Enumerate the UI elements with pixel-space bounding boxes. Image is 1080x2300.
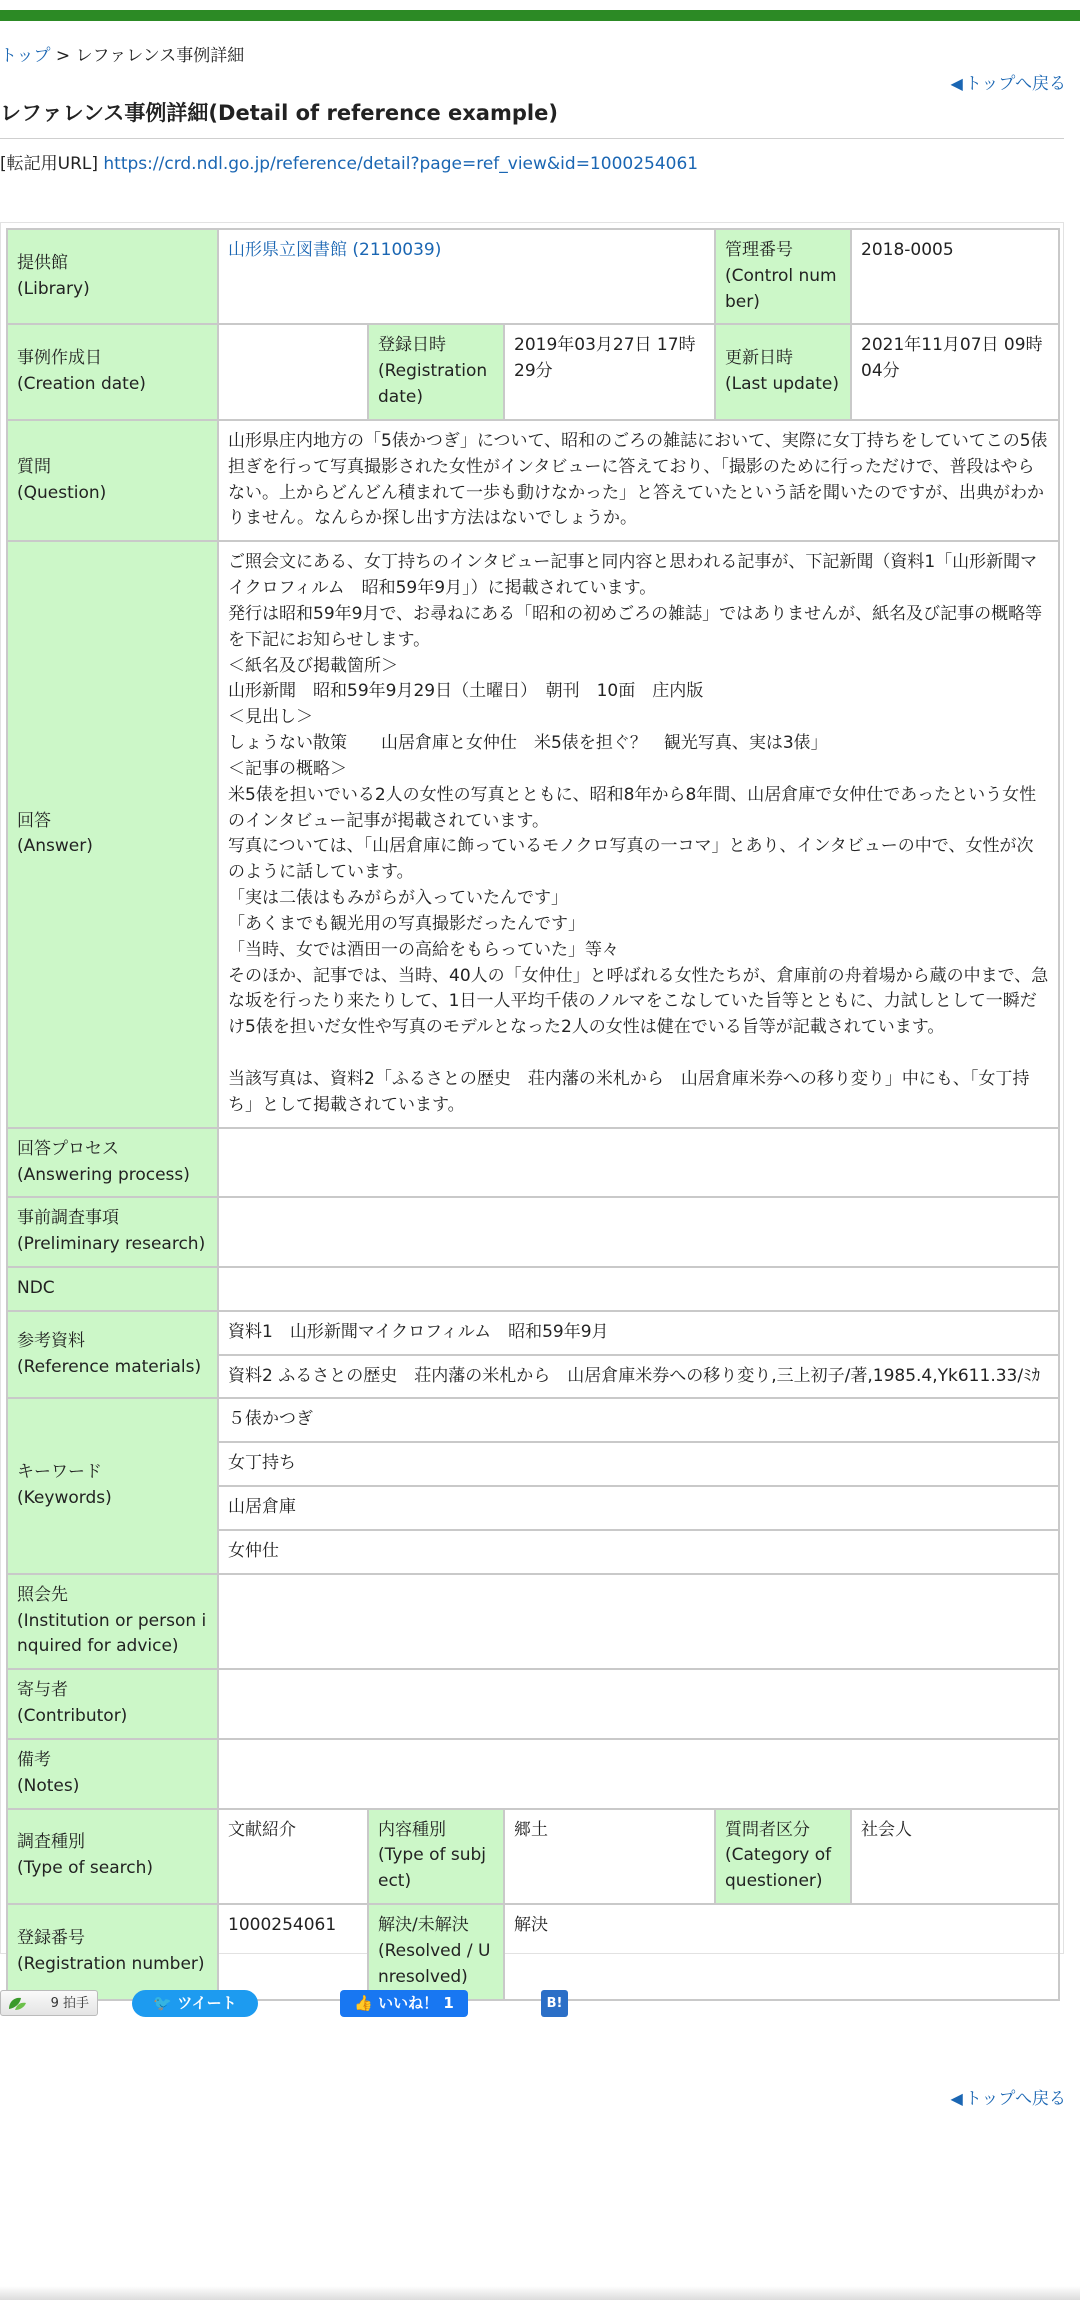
twitter-bird-icon: 🐦 bbox=[153, 1994, 173, 2012]
answer-line: ＜見出し＞ bbox=[228, 707, 313, 728]
value-answering-process bbox=[218, 1128, 1059, 1198]
reference-material-item: 資料1 山形新聞マイクロフィルム 昭和59年9月 bbox=[218, 1311, 1059, 1355]
value-registration-number: 1000254061 bbox=[218, 1904, 368, 1999]
label-category-of-questioner bbox=[715, 1809, 851, 1904]
like-label: いいね！ bbox=[378, 1994, 439, 2012]
label-ndc: NDC bbox=[7, 1267, 218, 1311]
value-registration-date: 2019年03月27日 17時29分 bbox=[504, 324, 715, 419]
triangle-left-icon: ◀ bbox=[950, 2089, 963, 2108]
label-resolved bbox=[368, 1904, 504, 1999]
label-contributor bbox=[7, 1669, 218, 1739]
value-notes bbox=[218, 1739, 1059, 1809]
tweet-label: ツイート bbox=[177, 1994, 237, 2012]
label-answering-process-text: 回答プロセス (Answering process) bbox=[17, 1138, 190, 1185]
value-creation-date bbox=[218, 324, 368, 419]
label-keywords-text: キーワード (Keywords) bbox=[17, 1462, 112, 1509]
answer-line: そのほか、記事では、当時、40人の「女仲仕」と呼ばれる女性たちが、倉庫前の舟着場から蔵の中まで、急な坂を行ったり来たりして、1日一人平均千俵のノルマをこなしていた旨等とともに、力試しとして一瞬だけ5俵を担いだ女性や写真のモデルとなった2人の女性は健在でいる旨等が記載されています。 bbox=[228, 965, 1049, 1038]
applause-button[interactable] bbox=[0, 1990, 98, 2016]
value-library bbox=[218, 229, 715, 324]
applause-label: 拍手 bbox=[62, 1996, 89, 2011]
value-last-update: 2021年11月07日 09時04分 bbox=[851, 324, 1059, 419]
permalink bbox=[0, 152, 698, 178]
answer-line bbox=[228, 1041, 1049, 1067]
answer-line: 「当時、女では酒田一の高給をもらっていた」等々 bbox=[228, 939, 619, 960]
breadcrumb-home-link[interactable]: トップ bbox=[0, 46, 51, 66]
label-question-text: 質問 (Question) bbox=[17, 456, 107, 503]
keyword-item: 山居倉庫 bbox=[218, 1486, 1059, 1530]
label-registration-date-text: 登録日時 (Registration date) bbox=[378, 335, 488, 408]
label-registration-date bbox=[368, 324, 504, 419]
label-creation-date-text: 事例作成日 (Creation date) bbox=[17, 348, 146, 395]
label-contributor-text: 寄与者 (Contributor) bbox=[17, 1680, 128, 1727]
label-registration-number bbox=[7, 1904, 218, 1999]
back-to-top-link-upper[interactable] bbox=[951, 72, 1066, 98]
thumbs-up-icon: 👍 bbox=[354, 1994, 373, 2012]
label-answering-process bbox=[7, 1128, 218, 1198]
label-library-text: 提供館 (Library) bbox=[17, 252, 90, 299]
breadcrumb bbox=[0, 44, 244, 70]
label-answer bbox=[7, 541, 218, 1127]
answer-line: 発行は昭和59年9月で、お尋ねにある「昭和の初めごろの雑誌」ではありませんが、紙名及び記事の概略等を下記にお知らせします。 bbox=[228, 603, 1043, 650]
label-notes bbox=[7, 1739, 218, 1809]
label-preliminary-research-text: 事前調査事項 (Preliminary research) bbox=[17, 1208, 206, 1255]
breadcrumb-separator: > bbox=[55, 46, 71, 66]
answer-line: 写真については、「山居倉庫に飾っているモノクロ写真の一コマ」とあり、インタビューの中で、女性が次のように話しています。 bbox=[228, 836, 1034, 883]
answer-line: ＜記事の概略＞ bbox=[228, 758, 347, 779]
label-type-of-search bbox=[7, 1809, 218, 1904]
back-to-top-link-lower[interactable] bbox=[951, 2087, 1066, 2113]
detail-frame bbox=[0, 222, 1064, 1987]
label-reference-materials bbox=[7, 1311, 218, 1399]
leaf-icon bbox=[7, 1995, 27, 2011]
permalink-url[interactable]: https://crd.ndl.go.jp/reference/detail?page=ref_view&id=1000254061 bbox=[103, 154, 699, 174]
label-library bbox=[7, 229, 218, 324]
library-link[interactable]: 山形県立図書館 (2110039) bbox=[228, 240, 442, 260]
answer-line: 当該写真は、資料2「ふるさとの歴史 荘内藩の米札から 山居倉庫米券への移り変り」中にも、「女丁持ち」として掲載されています。 bbox=[228, 1069, 1030, 1115]
label-answer-text: 回答 (Answer) bbox=[17, 810, 93, 857]
answer-line: しょうない散策 山居倉庫と女仲仕 米5俵を担ぐ？ 観光写真、実は3俵」 bbox=[228, 733, 828, 754]
back-to-top-label: トップへ戻る bbox=[964, 2089, 1066, 2109]
value-ndc bbox=[218, 1267, 1059, 1311]
label-reference-materials-text: 参考資料 (Reference materials) bbox=[17, 1330, 202, 1377]
label-keywords bbox=[7, 1398, 218, 1573]
hatena-bookmark-button[interactable]: B! bbox=[541, 1990, 568, 2017]
value-type-of-search: 文献紹介 bbox=[218, 1809, 368, 1904]
value-type-of-subject: 郷土 bbox=[504, 1809, 715, 1904]
keyword-item: 女丁持ち bbox=[218, 1442, 1059, 1486]
label-control-number-text: 管理番号 (Control number) bbox=[725, 240, 837, 312]
keyword-item: 女仲仕 bbox=[218, 1530, 1059, 1574]
reference-material-item: 資料2 ふるさとの歴史 荘内藩の米札から 山居倉庫米券への移り変り,三上初子/著,1985.4,Yk611.33/ﾐｶ bbox=[218, 1355, 1059, 1399]
label-control-number bbox=[715, 229, 851, 324]
applause-count: 9 bbox=[50, 1996, 59, 2011]
label-institution bbox=[7, 1574, 218, 1669]
back-to-top-label: トップへ戻る bbox=[964, 74, 1066, 94]
like-count: 1 bbox=[443, 1994, 454, 2012]
breadcrumb-current: レファレンス事例詳細 bbox=[75, 46, 245, 66]
answer-line: ご照会文にある、女丁持ちのインタビュー記事と同内容と思われる記事が、下記新聞（資料1「山形新聞マイクロフィルム 昭和59年9月」）に掲載されています。 bbox=[228, 552, 1038, 599]
answer-line: 「あくまでも観光用の写真撮影だったんです」 bbox=[228, 913, 585, 934]
reference-detail-table bbox=[6, 228, 1060, 2001]
label-notes-text: 備考 (Notes) bbox=[17, 1749, 80, 1796]
label-type-of-subject-text: 内容種別 (Type of subject) bbox=[378, 1819, 487, 1892]
answer-line: ＜紙名及び掲載箇所＞ bbox=[228, 655, 398, 676]
value-resolved: 解決 bbox=[504, 1904, 1059, 1999]
answer-line: 山形新聞 昭和59年9月29日（土曜日） 朝刊 10面 庄内版 bbox=[228, 681, 704, 702]
value-preliminary-research bbox=[218, 1197, 1059, 1267]
value-control-number: 2018-0005 bbox=[851, 229, 1059, 324]
label-category-of-questioner-text: 質問者区分 (Category of questioner) bbox=[725, 1819, 832, 1892]
label-type-of-search-text: 調査種別 (Type of search) bbox=[17, 1832, 153, 1879]
label-last-update bbox=[715, 324, 851, 419]
label-institution-text: 照会先 (Institution or person inquired for advice) bbox=[17, 1584, 207, 1657]
value-contributor bbox=[218, 1669, 1059, 1739]
triangle-left-icon: ◀ bbox=[950, 74, 963, 93]
value-institution bbox=[218, 1574, 1059, 1669]
label-question bbox=[7, 420, 218, 541]
label-last-update-text: 更新日時 (Last update) bbox=[725, 348, 839, 395]
facebook-like-button[interactable] bbox=[340, 1990, 468, 2017]
tweet-button[interactable] bbox=[132, 1990, 258, 2017]
page-title: レファレンス事例詳細(Detail of reference example) bbox=[0, 98, 1064, 139]
value-category-of-questioner: 社会人 bbox=[851, 1809, 1059, 1904]
value-answer bbox=[218, 541, 1059, 1127]
value-question: 山形県庄内地方の「5俵かつぎ」について、昭和のごろの雑誌において、実際に女丁持ちをしていてこの5俵担ぎを行って写真撮影された女性がインタビューに答えており、「撮影のために行っただけで、普段はやらない。上からどんどん積まれて一歩も動けなかった」と答えていたという話を聞いたのですが、出典がわかりません。なんらか探し出す方法はないでしょうか。 bbox=[218, 420, 1059, 541]
label-resolved-text: 解決/未解決 (Resolved / Unresolved) bbox=[378, 1915, 491, 1987]
label-creation-date bbox=[7, 324, 218, 419]
permalink-label: [転記用URL] bbox=[0, 154, 98, 174]
header-green-bar bbox=[0, 10, 1080, 21]
label-preliminary-research bbox=[7, 1197, 218, 1267]
keyword-item: ５俵かつぎ bbox=[218, 1398, 1059, 1442]
answer-line: 米5俵を担いでいる2人の女性の写真とともに、昭和8年から8年間、山居倉庫で女仲仕であったという女性のインタビュー記事が掲載されています。 bbox=[228, 784, 1037, 831]
answer-line: 「実は二俵はもみがらが入っていたんです」 bbox=[228, 888, 568, 909]
label-type-of-subject bbox=[368, 1809, 504, 1904]
label-registration-number-text: 登録番号 (Registration number) bbox=[17, 1927, 205, 1974]
bottom-shadow bbox=[0, 2286, 1080, 2300]
